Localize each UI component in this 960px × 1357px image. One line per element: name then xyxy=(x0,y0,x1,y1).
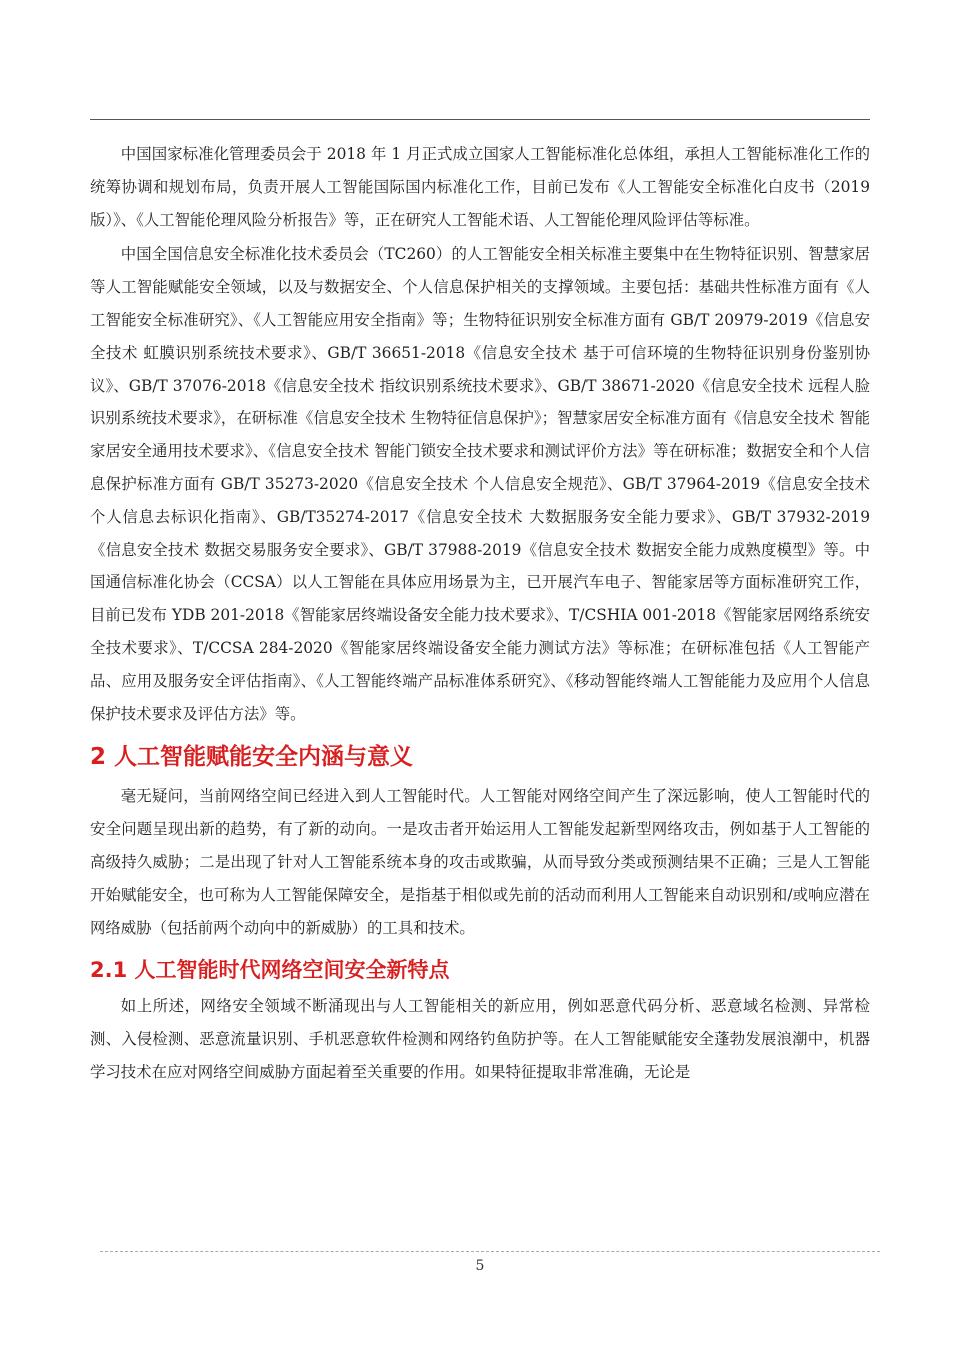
paragraph-section-2-1: 如上所述，网络安全领域不断涌现出与人工智能相关的新应用，例如恶意代码分析、恶意域名检测、异常检测、入侵检测、恶意流量识别、手机恶意软件检测和网络钓鱼防护等。在人工智能赋能安全蓬勃发展浪潮中，机器学习技术在应对网络空间威胁方面起着至关重要的作用。如果特征提取非常准确，无论是 xyxy=(90,997,870,1081)
paragraph-standardization-committee: 中国国家标准化管理委员会于 2018 年 1 月正式成立国家人工智能标准化总体组，承担人工智能标准化工作的统筹协调和规划布局，负责开展人工智能国际国内标准化工作，目前已发布《人工智能安全标准化白皮书（2019 版）》、《人工智能伦理风险分析报告》等，正在研究人工智能术语、人工智能伦理风险评估等标准。 xyxy=(90,145,870,229)
page-content xyxy=(90,138,870,1089)
footer-rule xyxy=(100,1251,880,1252)
paragraph-tc260-standards: 中国全国信息安全标准化技术委员会（TC260）的人工智能安全相关标准主要集中在生物特征识别、智慧家居等人工智能赋能安全领域，以及与数据安全、个人信息保护相关的支撑领域。主要包括：基础共性标准方面有《人工智能安全标准研究》、《人工智能应用安全指南》等；生物特征识别安全标准方面有 GB/T 20979-2019《信息安全技术 虹膜识别系统技术要求》、GB/T 36651-2018《信息安全技术 基于可信环境的生物特征识别身份鉴别协议》、GB/T 37076-2018《信息安全技术 指纹识别系统技术要求》、GB/T 38671-2020《信息安全技术 远程人脸识别系统技术要求》，在研标准《信息安全技术 生物特征信息保护》；智慧家居安全标准方面有《信息安全技术 智能家居安全通用技术要求》、《信息安全技术 智能门锁安全技术要求和测试评价方法》等在研标准；数据安全和个人信息保护标准方面有 GB/T 35273-2020《信息安全技术 个人信息安全规范》、GB/T 37964-2019《信息安全技术 个人信息去标识化指南》、GB/T35274-2017《信息安全技术 大数据服务安全能力要求》、GB/T 37932-2019《信息安全技术 数据交易服务安全要求》、GB/T 37988-2019《信息安全技术 数据安全能力成熟度模型》等。中国通信标准化协会（CCSA）以人工智能在具体应用场景为主，已开展汽车电子、智能家居等方面标准研究工作，目前已发布 YDB 201-2018《智能家居终端设备安全能力技术要求》、T/CSHIA 001-2018《智能家居网络系统安全技术要求》、T/CCSA 284-2020《智能家居终端设备安全能力测试方法》等标准；在研标准包括《人工智能产品、应用及服务安全评估指南》、《人工智能终端产品标准体系研究》、《移动智能终端人工智能能力及应用个人信息保护技术要求及评估方法》等。 xyxy=(90,245,870,723)
paragraph-section-2: 毫无疑问，当前网络空间已经进入到人工智能时代。人工智能对网络空间产生了深远影响，使人工智能时代的安全问题呈现出新的趋势，有了新的动向。一是攻击者开始运用人工智能发起新型网络攻击，例如基于人工智能的高级持久威胁；二是出现了针对人工智能系统本身的攻击或欺骗，从而导致分类或预测结果不正确；三是人工智能开始赋能安全，也可称为人工智能保障安全，是指基于相似或先前的活动而利用人工智能来自动识别和/或响应潜在网络威胁（包括前两个动向中的新威胁）的工具和技术。 xyxy=(90,787,870,937)
header-rule xyxy=(90,119,870,120)
section-heading-2-1: 2.1 人工智能时代网络空间安全新特点 xyxy=(90,958,450,983)
page-number: 5 xyxy=(475,1258,485,1274)
section-heading-2: 2 人工智能赋能安全内涵与意义 xyxy=(90,744,414,771)
